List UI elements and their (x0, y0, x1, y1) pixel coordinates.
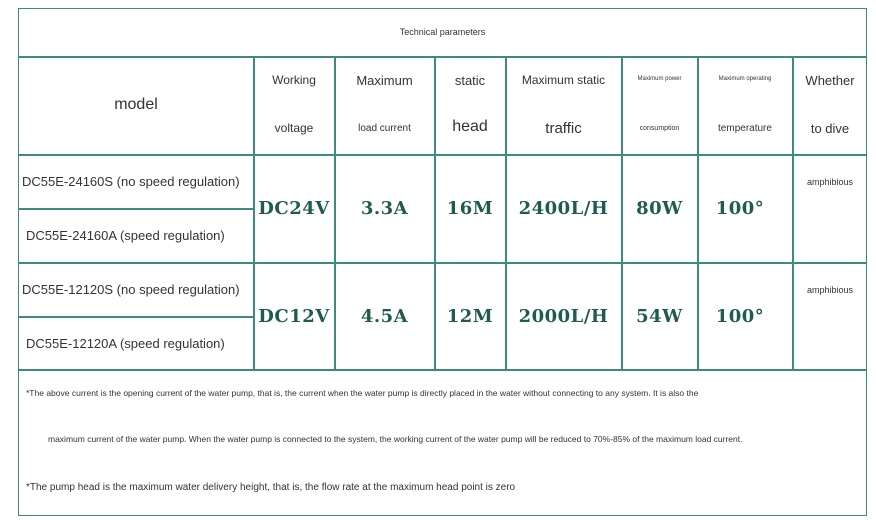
note-current-line2: maximum current of the water pump. When the water pump is connected to the system, the working current of the water pump will be reduced to 70%-85% of the maximum load current. (48, 434, 743, 444)
header-traffic-line2: traffic (545, 119, 582, 137)
model-name: DC55E-24160A (speed regulation) (26, 228, 225, 243)
model-name: DC55E-12120S (no speed regulation) (22, 282, 240, 297)
voltage-value: DC24V (258, 198, 330, 219)
temp-value: 100° (715, 305, 765, 327)
header-model: model (114, 96, 158, 113)
current-value: 3.3A (360, 198, 409, 219)
head-value: 12M (446, 305, 494, 327)
header-dive-line1: Whether (805, 72, 855, 88)
power-value: 80W (636, 198, 683, 219)
dive-value: amphibious (806, 177, 854, 187)
header-power-line2: consumption (639, 124, 680, 132)
traffic-value: 2400L/H (518, 198, 609, 219)
header-dive-line2: to dive (810, 120, 850, 136)
model-name: DC55E-12120A (speed regulation) (26, 335, 225, 351)
header-voltage-line2: voltage (274, 121, 314, 135)
note-current-line1: *The above current is the opening current of the water pump, that is, the current when the water pump is directly placed in the water without connecting to any system. It is also the (26, 388, 699, 398)
header-temp-line1: Maximum operating (718, 76, 772, 82)
grid-line (18, 369, 867, 371)
voltage-value: DC12V (258, 305, 330, 327)
traffic-value: 2000L/H (518, 305, 609, 327)
note-head: *The pump head is the maximum water delivery height, that is, the flow rate at the maximum head point is zero (26, 482, 516, 493)
temp-value: 100° (715, 198, 765, 219)
header-traffic-line1: Maximum static (521, 73, 606, 87)
power-value: 54W (636, 305, 683, 327)
dive-value: amphibious (806, 285, 854, 295)
header-head-line2: head (452, 118, 488, 135)
head-value: 16M (446, 198, 494, 219)
header-power-line1: Maximum power (637, 76, 682, 82)
current-value: 4.5A (360, 305, 409, 327)
header-head-line1: static (454, 72, 486, 88)
header-temp-line2: temperature (718, 122, 772, 134)
table-title: Technical parameters (399, 27, 486, 37)
header-voltage-line1: Working (272, 73, 316, 87)
model-name: DC55E-24160S (no speed regulation) (22, 174, 240, 189)
header-current-line2: load current (358, 122, 411, 134)
grid-line (792, 56, 794, 370)
header-current-line1: Maximum (356, 72, 413, 88)
